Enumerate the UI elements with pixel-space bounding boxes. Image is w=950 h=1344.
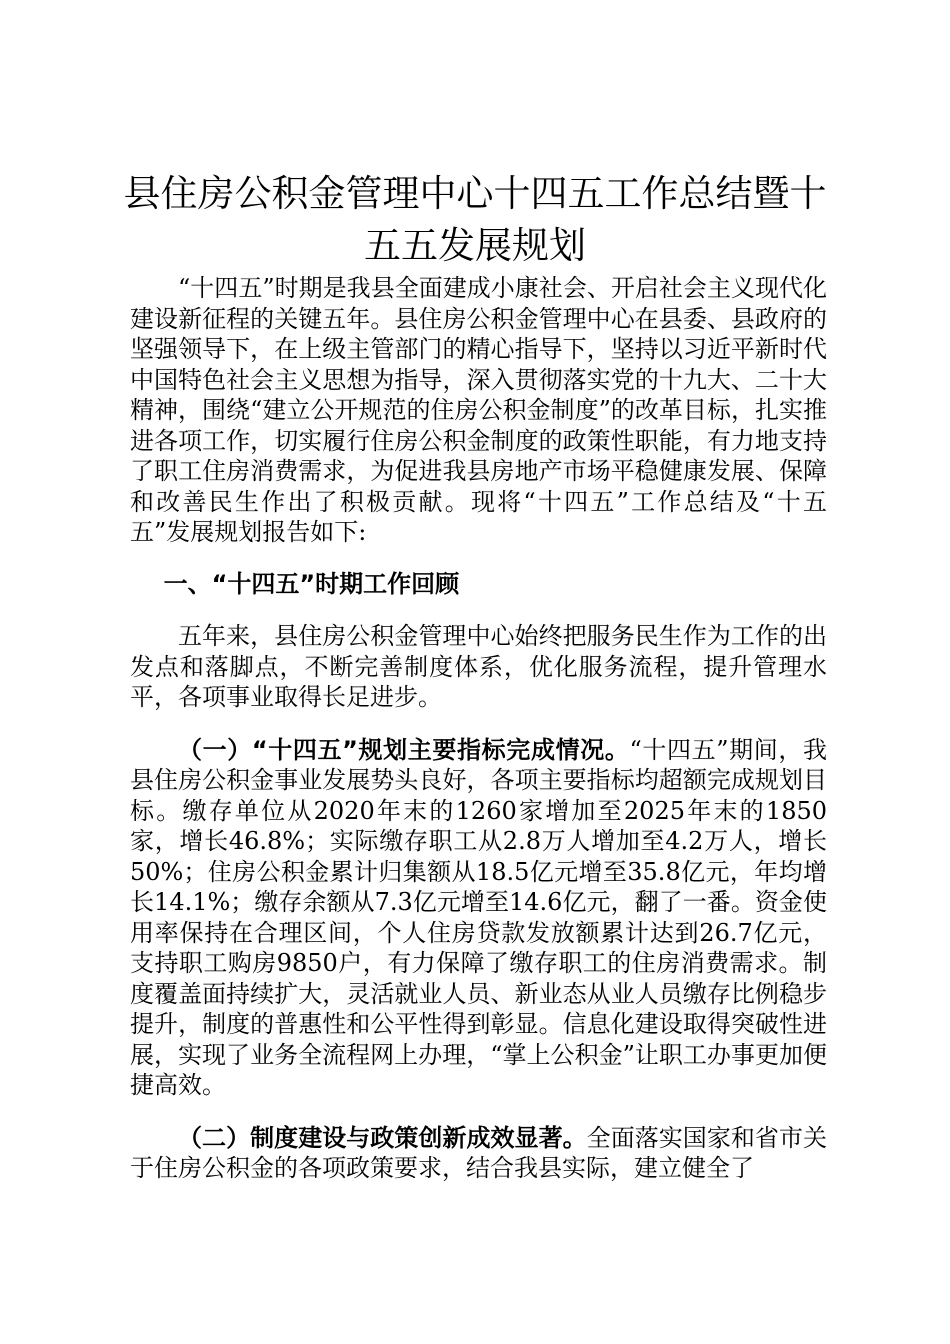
section-heading: 一、“十四五”时期工作回顾: [163, 569, 460, 598]
subsection-1-heading: （一）“十四五”规划主要指标完成情况。: [178, 735, 630, 764]
subsection-2-heading: （二）制度建设与政策创新成效显著。: [178, 1123, 587, 1152]
section-intro-paragraph: 五年来，县住房公积金管理中心始终把服务民生作为工作的出发点和落脚点，不断完善制度体系，优化服务流程，提升管理水平，各项事业取得长足进步。: [130, 622, 827, 711]
subsection-2-paragraph: [130, 1123, 827, 1184]
subsection-1-paragraph: [130, 735, 827, 1101]
document-body: [130, 273, 827, 1184]
document-title: 县住房公积金管理中心十四五工作总结暨十五五发展规划: [123, 172, 827, 267]
subsection-2-body: 全面落实国家和省市关于住房公积金的各项政策要求，结合我县实际，建立健全了: [130, 1123, 828, 1182]
intro-paragraph: “十四五”时期是我县全面建成小康社会、开启社会主义现代化建设新征程的关键五年。县住房公积金管理中心在县委、县政府的坚强领导下，在上级主管部门的精心指导下，坚持以习近平新时代中国特色社会主义思想为指导，深入贯彻落实党的十九大、二十大精神，围绕“建立公开规范的住房公积金制度”的改革目标，扎实推进各项工作，切实履行住房公积金制度的政策性职能，有力地支持了职工住房消费需求，为促进我县房地产市场平稳健康发展、保障和改善民生作出了积极贡献。现将“十四五”工作总结及“十五五”发展规划报告如下:: [130, 274, 827, 546]
subsection-1-body: “十四五”期间，我县住房公积金事业发展势头良好，各项主要指标均超额完成规划目标。缴存单位从2020年末的1260家增加至2025年末的1850家，增长46.8%；实际缴存职工从2.8万人增加至4.2万人，增长50%；住房公积金累计归集额从18.5亿元增至35.8亿元，年均增长14.1%；缴存余额从7.3亿元增至14.6亿元，翻了一番。资金使用率保持在合理区间，个人住房贷款发放额累计达到26.7亿元，支持职工购房9850户，有力保障了缴存职工的住房消费需求。制度覆盖面持续扩大，灵活就业人员、新业态从业人员缴存比例稳步提升，制度的普惠性和公平性得到彰显。信息化建设取得突破性进展，实现了业务全流程网上办理，“掌上公积金”让职工办事更加便捷高效。: [130, 735, 828, 1099]
